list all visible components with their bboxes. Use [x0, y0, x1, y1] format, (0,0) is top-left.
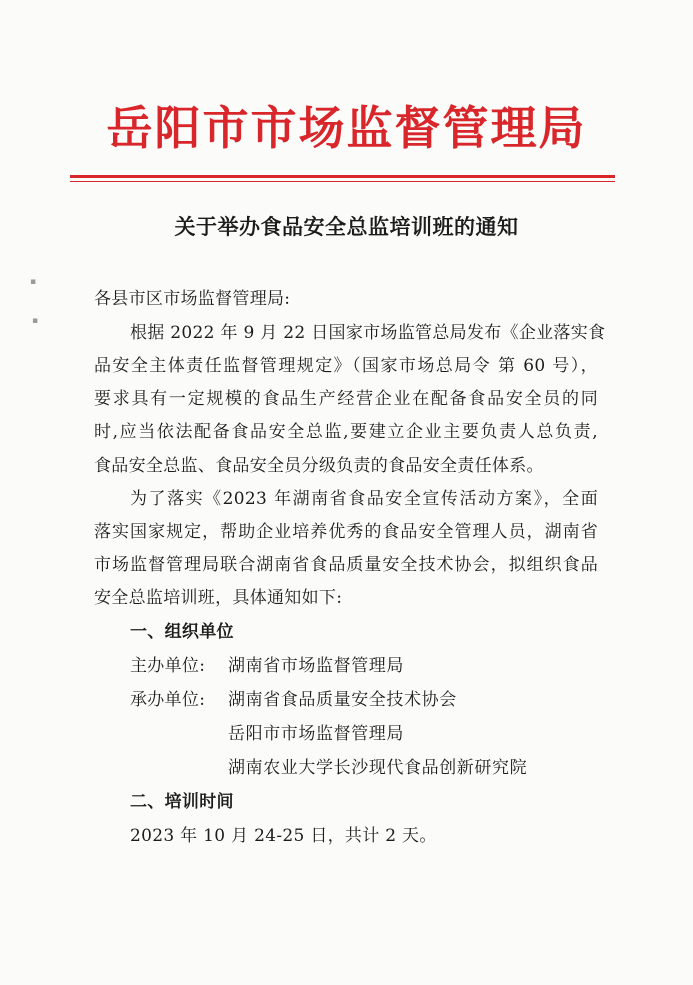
scan-speck: ▪: [32, 316, 39, 326]
header-rule-thin: [70, 181, 615, 182]
organization-title: 岳阳市市场监督管理局: [106, 101, 587, 155]
salutation: 各县市区市场监督管理局:: [94, 289, 291, 309]
header-rule-thick: [70, 175, 615, 178]
host-unit: 湖南省市场监督管理局: [228, 656, 404, 676]
organizer-unit: 湖南农业大学长沙现代食品创新研究院: [228, 758, 528, 778]
organizer-unit: 岳阳市市场监督管理局: [228, 724, 404, 744]
section2-heading: 二、培训时间: [130, 792, 234, 812]
document-title: 关于举办食品安全总监培训班的通知: [174, 215, 519, 239]
organizer-unit: 湖南省食品质量安全技术协会: [228, 690, 457, 710]
paragraph1-line: 要求具有一定规模的食品生产经营企业在配备食品安全员的同: [94, 389, 598, 409]
scan-speck: ▪: [30, 277, 37, 287]
paragraph1-line: 食品安全总监、食品安全员分级负责的食品安全责任体系。: [94, 456, 544, 476]
paragraph2-line: 市场监督管理局联合湖南省食品质量安全技术协会，拟组织食品: [94, 555, 598, 575]
host-label: 主办单位:: [130, 656, 206, 676]
paragraph1-line: 品安全主体责任监督管理规定》（国家市场总局令 第 60 号），: [94, 356, 598, 376]
paragraph2-line: 安全总监培训班，具体通知如下:: [94, 588, 343, 608]
training-dates: 2023 年 10 月 24-25 日，共计 2 天。: [130, 826, 437, 846]
paragraph2-line: 落实国家规定，帮助企业培养优秀的食品安全管理人员，湖南省: [94, 522, 598, 542]
section1-heading: 一、组织单位: [130, 622, 234, 642]
paragraph1-line: 根据 2022 年 9 月 22 日国家市场监管总局发布《企业落实食: [130, 323, 606, 343]
organizer-label: 承办单位:: [130, 690, 206, 710]
paragraph1-line: 时,应当依法配备食品安全总监,要建立企业主要负责人总负责,: [94, 422, 598, 442]
paragraph2-line: 为了落实《2023 年湖南省食品安全宣传活动方案》，全面: [130, 489, 598, 509]
